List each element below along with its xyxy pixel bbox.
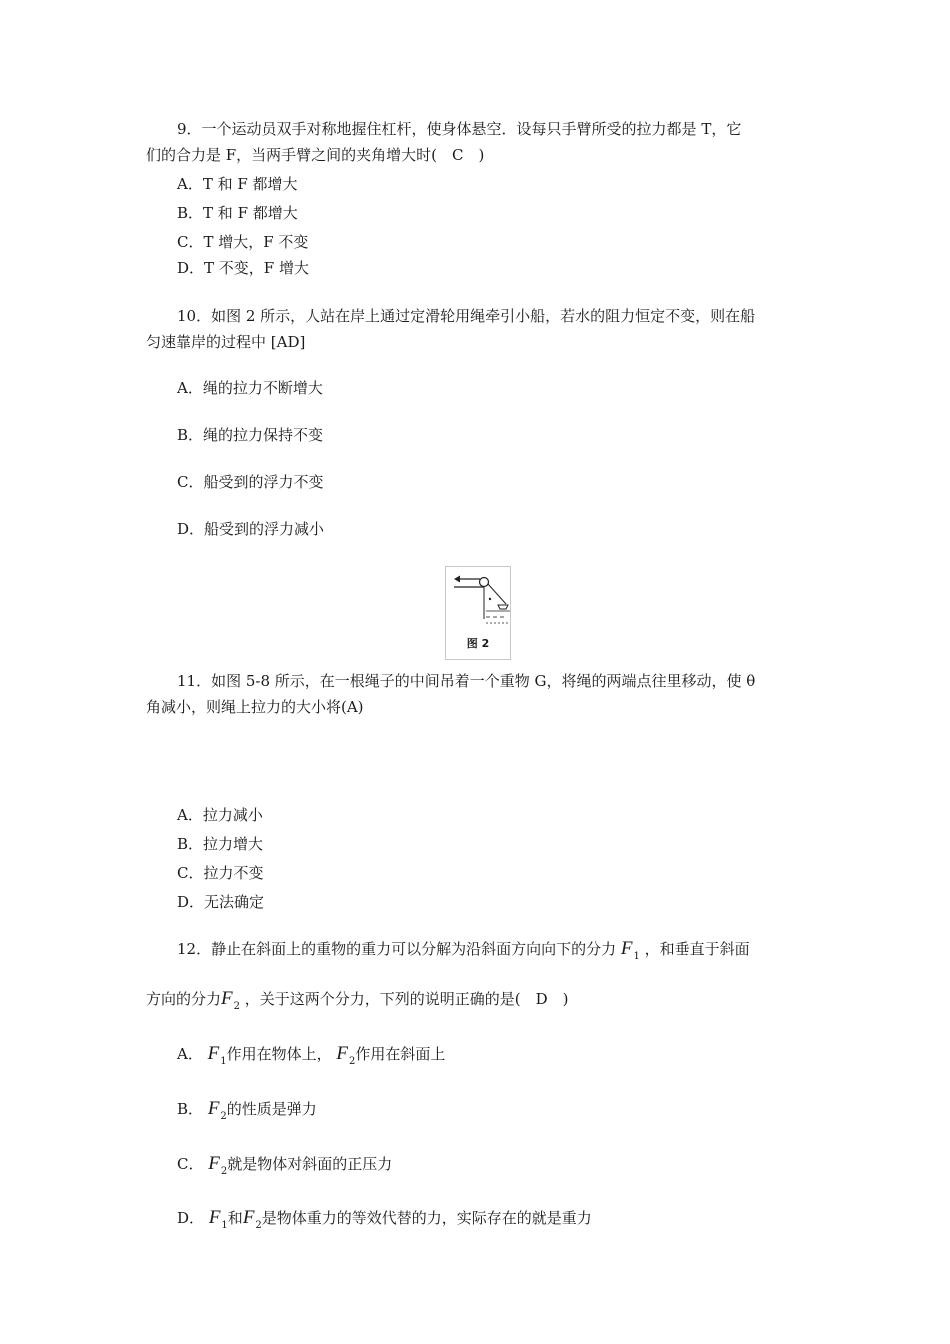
q11-option-a: A．拉力减小 — [177, 806, 263, 824]
f2-subscript: 2 — [255, 1220, 262, 1231]
q12-option-a-text-2: 作用在斜面上 — [355, 1045, 446, 1063]
q12-option-b-text: 的性质是弹力 — [226, 1100, 317, 1118]
q12-option-c-text: 就是物体对斜面的正压力 — [227, 1155, 393, 1173]
q10-option-d: D．船受到的浮力减小 — [177, 520, 325, 538]
q12-stem-line1 — [177, 938, 750, 963]
q10-stem-line2: 匀速靠岸的过程中 [AD] — [146, 333, 306, 351]
f2-subscript: 2 — [220, 1166, 228, 1177]
q9-stem-line1: 9．一个运动员双手对称地握住杠杆，使身体悬空．设每只手臂所受的拉力都是 T，它 — [177, 120, 742, 138]
f2-subscript: 2 — [233, 1001, 240, 1012]
q11-option-d: D．无法确定 — [177, 893, 265, 911]
f2-symbol: F — [221, 988, 233, 1009]
q11-option-b: B．拉力增大 — [177, 835, 264, 853]
q12-option-d-text-1: 和 — [227, 1209, 243, 1227]
q12-option-d-label: D． — [177, 1209, 205, 1227]
q12-option-d — [177, 1207, 592, 1232]
q10-option-c: C．船受到的浮力不变 — [177, 473, 324, 491]
q10-option-b: B．绳的拉力保持不变 — [177, 426, 324, 444]
q11-option-c: C．拉力不变 — [177, 864, 264, 882]
figure-2-pulley-boat — [445, 566, 511, 660]
q12-stem-line2-text-a: 方向的分力 — [146, 990, 222, 1008]
q9-option-b: B．T 和 F 都增大 — [177, 204, 298, 222]
q12-option-b-label: B． — [177, 1100, 204, 1118]
q12-option-a-label: A． — [177, 1045, 203, 1063]
q12-stem-line2 — [146, 988, 569, 1013]
q10-option-a: A．绳的拉力不断增大 — [177, 379, 323, 397]
f2-symbol: F — [242, 1207, 255, 1228]
q12-option-a — [177, 1043, 445, 1068]
f1-subscript: 1 — [220, 1056, 227, 1067]
q12-option-c — [177, 1153, 392, 1178]
q12-stem-line1-text-a: 12．静止在斜面上的重物的重力可以分解为沿斜面方向向下的分力 — [177, 940, 617, 958]
f1-subscript: 1 — [633, 951, 640, 962]
q9-option-a: A．T 和 F 都增大 — [177, 175, 298, 193]
pulley-boat-diagram — [446, 567, 510, 637]
q12-stem-line1-text-b: ，和垂直于斜面 — [644, 940, 750, 958]
f2-symbol: F — [207, 1098, 220, 1119]
q10-stem-line1: 10．如图 2 所示，人站在岸上通过定滑轮用绳牵引小船，若水的阻力恒定不变，则在船 — [177, 307, 756, 325]
q11-stem-line1: 11．如图 5-8 所示，在一根绳子的中间吊着一个重物 G，将绳的两端点往里移动，使 θ — [177, 672, 756, 690]
f1-symbol: F — [207, 1043, 220, 1064]
q12-option-c-label: C． — [177, 1155, 204, 1173]
q9-option-d: D．T 不变，F 增大 — [177, 259, 309, 277]
f2-subscript: 2 — [349, 1056, 356, 1067]
q9-option-c: C．T 增大，F 不变 — [177, 233, 309, 251]
f2-subscript: 2 — [220, 1111, 227, 1122]
q12-stem-line2-text-b: ，关于这两个分力，下列的说明正确的是( D ) — [244, 990, 569, 1008]
f1-symbol: F — [620, 938, 633, 959]
f2-symbol: F — [336, 1043, 349, 1064]
q12-option-d-text-2: 是物体重力的等效代替的力，实际存在的就是重力 — [261, 1209, 592, 1227]
q12-option-b — [177, 1098, 317, 1123]
f1-subscript: 1 — [221, 1220, 228, 1231]
f2-symbol: F — [208, 1153, 220, 1174]
q12-option-a-text-1: 作用在物体上， — [226, 1045, 332, 1063]
figure-2-caption: 图 2 — [466, 637, 490, 650]
q9-stem-line2: 们的合力是 F，当两手臂之间的夹角增大时( C ) — [146, 146, 485, 164]
q11-stem-line2: 角减小，则绳上拉力的大小将(A) — [146, 698, 364, 716]
f1-symbol: F — [208, 1207, 221, 1228]
